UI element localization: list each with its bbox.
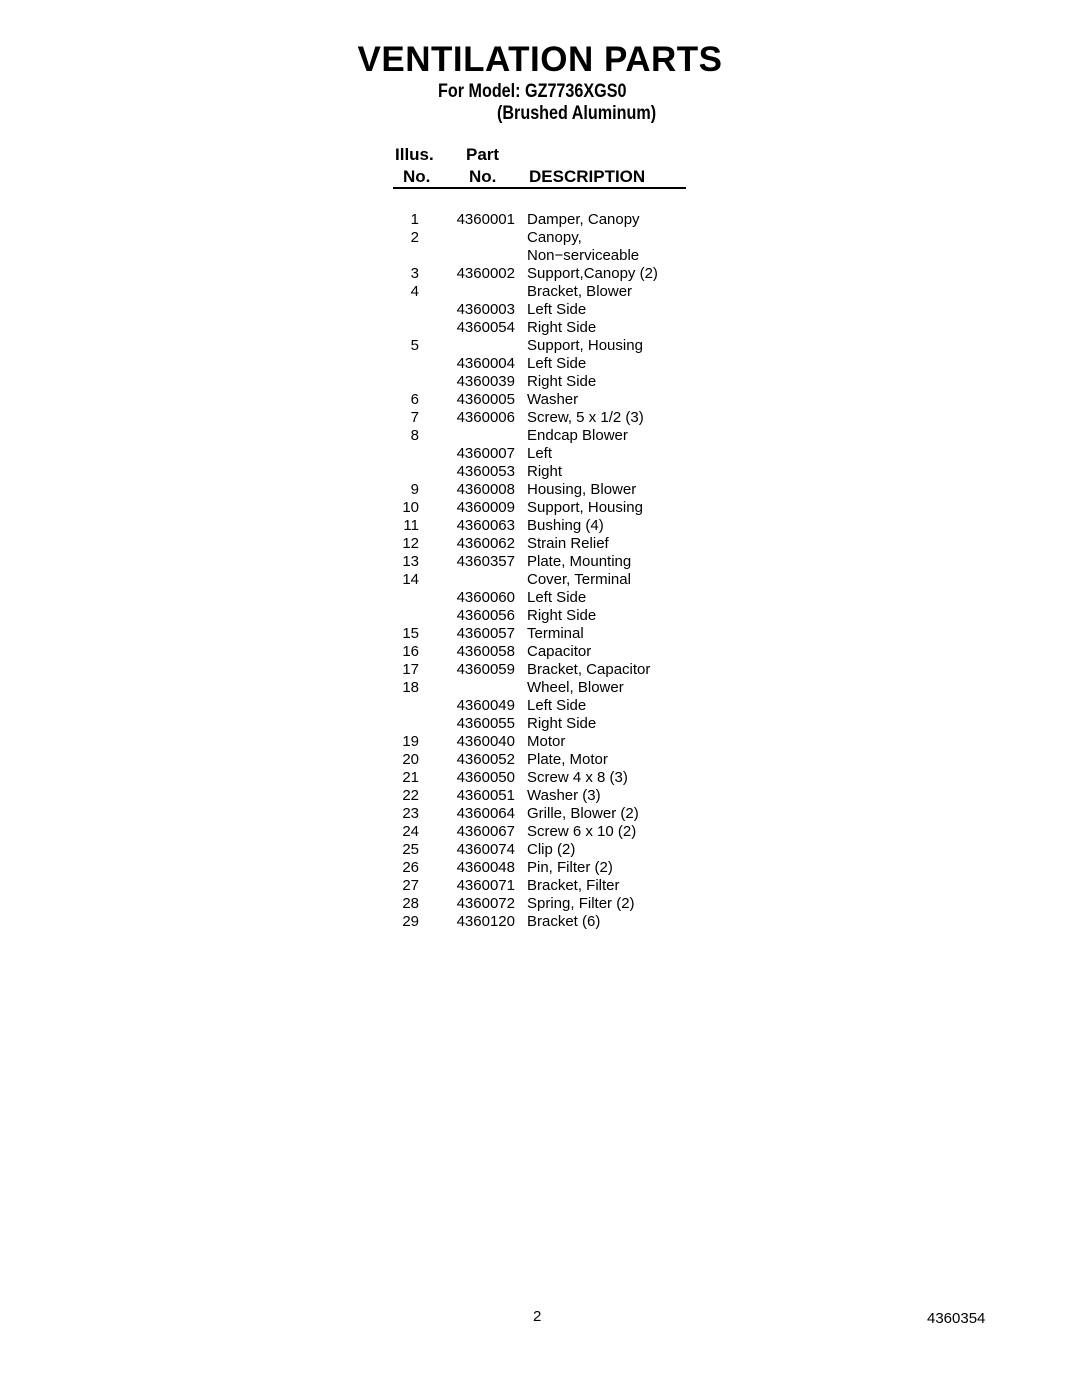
illus-number — [380, 319, 419, 337]
part-description: Screw, 5 x 1/2 (3) — [527, 409, 644, 426]
parts-row — [380, 247, 740, 265]
part-description: Right Side — [527, 715, 597, 732]
parts-row — [380, 805, 740, 823]
illus-number — [380, 607, 419, 625]
parts-row — [380, 733, 740, 751]
parts-row — [380, 715, 740, 733]
illus-number — [380, 301, 419, 319]
part-number: 4360059 — [456, 661, 515, 678]
parts-row — [380, 679, 740, 697]
part-description: Canopy, — [527, 229, 582, 246]
parts-row — [380, 913, 740, 931]
part-description: Plate, Motor — [527, 751, 608, 768]
part-description: Left Side — [527, 355, 587, 372]
illus-number: 16 — [402, 643, 419, 660]
parts-row — [380, 409, 740, 427]
finish-line: (Brushed Aluminum) — [497, 103, 657, 124]
part-number: 4360064 — [456, 805, 515, 822]
part-number: 4360005 — [456, 391, 515, 408]
part-description: Bracket, Capacitor — [527, 661, 651, 678]
part-description: Clip (2) — [527, 841, 576, 858]
part-number: 4360049 — [456, 697, 515, 714]
parts-row — [380, 769, 740, 787]
part-number: 4360067 — [456, 823, 515, 840]
part-number: 4360057 — [456, 625, 515, 642]
parts-row — [380, 535, 740, 553]
parts-row — [380, 625, 740, 643]
part-number — [419, 571, 515, 589]
parts-row — [380, 607, 740, 625]
part-number: 4360071 — [456, 877, 515, 894]
parts-row — [380, 391, 740, 409]
parts-row — [380, 319, 740, 337]
part-number: 4360054 — [456, 319, 515, 336]
part-number: 4360063 — [456, 517, 515, 534]
part-description: Left Side — [527, 697, 587, 714]
parts-list — [380, 211, 740, 931]
part-number — [419, 283, 515, 301]
illus-number: 3 — [410, 265, 419, 282]
illus-number: 21 — [402, 769, 419, 786]
part-number: 4360006 — [456, 409, 515, 426]
part-number: 4360051 — [456, 787, 515, 804]
part-number: 4360040 — [456, 733, 515, 750]
parts-row — [380, 787, 740, 805]
part-description: Screw 4 x 8 (3) — [527, 769, 628, 786]
parts-row — [380, 571, 740, 589]
illus-number: 22 — [402, 787, 419, 804]
part-number — [419, 427, 515, 445]
page-title: VENTILATION PARTS — [357, 40, 723, 79]
column-header-description: DESCRIPTION — [529, 167, 646, 186]
parts-row — [380, 481, 740, 499]
part-description: Plate, Mounting — [527, 553, 632, 570]
part-number: 4360002 — [456, 265, 515, 282]
part-description: Support, Housing — [527, 499, 643, 516]
illus-number — [380, 373, 419, 391]
part-description: Grille, Blower (2) — [527, 805, 639, 822]
part-description: Bracket (6) — [527, 913, 601, 930]
parts-row — [380, 553, 740, 571]
illus-number: 2 — [410, 229, 419, 246]
part-number: 4360008 — [456, 481, 515, 498]
column-header-illus: Illus. — [395, 145, 434, 164]
part-number: 4360003 — [456, 301, 515, 318]
document-number: 4360354 — [927, 1310, 986, 1327]
illus-number — [380, 589, 419, 607]
parts-row — [380, 463, 740, 481]
illus-number: 23 — [402, 805, 419, 822]
part-number — [419, 337, 515, 355]
part-description: Bracket, Filter — [527, 877, 620, 894]
part-number: 4360050 — [456, 769, 515, 786]
parts-row — [380, 355, 740, 373]
parts-row — [380, 337, 740, 355]
illus-number: 28 — [402, 895, 419, 912]
parts-row — [380, 661, 740, 679]
part-description: Motor — [527, 733, 566, 750]
part-number: 4360001 — [456, 211, 515, 228]
illus-number: 18 — [402, 679, 419, 696]
illus-number — [380, 715, 419, 733]
part-description: Support,Canopy (2) — [527, 265, 658, 282]
parts-row — [380, 589, 740, 607]
part-number: 4360357 — [456, 553, 515, 570]
part-description: Endcap Blower — [527, 427, 628, 444]
column-header-part-no: No. — [469, 167, 497, 186]
part-description: Right — [527, 463, 563, 480]
parts-row — [380, 229, 740, 247]
parts-row — [380, 697, 740, 715]
part-description: Housing, Blower — [527, 481, 637, 498]
illus-number — [380, 697, 419, 715]
illus-number: 6 — [410, 391, 419, 408]
illus-number: 11 — [403, 517, 419, 534]
part-description: Screw 6 x 10 (2) — [527, 823, 637, 840]
part-number: 4360056 — [456, 607, 515, 624]
part-description: Bracket, Blower — [527, 283, 633, 300]
part-description: Left Side — [527, 301, 587, 318]
part-number: 4360004 — [456, 355, 515, 372]
part-description: Left — [527, 445, 553, 462]
part-description: Bushing (4) — [527, 517, 604, 534]
illus-number: 27 — [402, 877, 419, 894]
illus-number: 1 — [410, 211, 419, 228]
parts-row — [380, 427, 740, 445]
illus-number: 29 — [402, 913, 419, 930]
part-number: 4360058 — [456, 643, 515, 660]
parts-row — [380, 283, 740, 301]
part-number — [419, 247, 515, 265]
illus-number: 7 — [410, 409, 419, 426]
part-number: 4360072 — [456, 895, 515, 912]
illus-number: 24 — [402, 823, 419, 840]
part-number: 4360055 — [456, 715, 515, 732]
illus-number — [380, 355, 419, 373]
part-description: Cover, Terminal — [527, 571, 631, 588]
part-description: Right Side — [527, 373, 597, 390]
part-description: Non−serviceable — [527, 247, 640, 264]
parts-row — [380, 517, 740, 535]
part-description: Capacitor — [527, 643, 592, 660]
illus-number: 25 — [402, 841, 419, 858]
illus-number: 13 — [402, 553, 419, 570]
part-number: 4360062 — [456, 535, 515, 552]
part-description: Washer (3) — [527, 787, 601, 804]
part-number: 4360009 — [456, 499, 515, 516]
part-description: Left Side — [527, 589, 587, 606]
parts-row — [380, 265, 740, 283]
illus-number: 20 — [402, 751, 419, 768]
illus-number: 19 — [402, 733, 419, 750]
part-description: Washer — [527, 391, 579, 408]
illus-number: 8 — [410, 427, 419, 444]
part-description: Terminal — [527, 625, 584, 642]
parts-row — [380, 823, 740, 841]
parts-row — [380, 499, 740, 517]
parts-row — [380, 445, 740, 463]
illus-number: 26 — [402, 859, 419, 876]
parts-row — [380, 301, 740, 319]
part-description: Spring, Filter (2) — [527, 895, 635, 912]
part-number: 4360007 — [456, 445, 515, 462]
parts-row — [380, 877, 740, 895]
illus-number: 12 — [402, 535, 419, 552]
part-number: 4360039 — [456, 373, 515, 390]
part-number: 4360053 — [456, 463, 515, 480]
parts-row — [380, 751, 740, 769]
parts-row — [380, 859, 740, 877]
illus-number: 17 — [402, 661, 419, 678]
part-number: 4360048 — [456, 859, 515, 876]
page-number: 2 — [533, 1308, 542, 1325]
illus-number — [380, 247, 419, 265]
illus-number: 4 — [410, 283, 419, 300]
header-divider — [393, 187, 686, 189]
parts-row — [380, 211, 740, 229]
column-header-illus-no: No. — [403, 167, 431, 186]
part-number: 4360060 — [456, 589, 515, 606]
illus-number: 15 — [402, 625, 419, 642]
part-description: Right Side — [527, 607, 597, 624]
part-description: Pin, Filter (2) — [527, 859, 613, 876]
part-number: 4360074 — [456, 841, 515, 858]
part-description: Right Side — [527, 319, 597, 336]
parts-row — [380, 895, 740, 913]
part-description: Strain Relief — [527, 535, 609, 552]
illus-number — [380, 463, 419, 481]
part-number — [419, 229, 515, 247]
illus-number: 9 — [410, 481, 419, 498]
part-number — [419, 679, 515, 697]
illus-number: 14 — [402, 571, 419, 588]
part-number: 4360052 — [456, 751, 515, 768]
part-number: 4360120 — [456, 913, 515, 930]
part-description: Damper, Canopy — [527, 211, 640, 228]
illus-number: 5 — [410, 337, 419, 354]
parts-row — [380, 841, 740, 859]
illus-number — [380, 445, 419, 463]
part-description: Wheel, Blower — [527, 679, 624, 696]
parts-row — [380, 373, 740, 391]
parts-row — [380, 643, 740, 661]
model-line: For Model: GZ7736XGS0 — [438, 81, 627, 102]
part-description: Support, Housing — [527, 337, 643, 354]
column-header-part: Part — [466, 145, 500, 164]
illus-number: 10 — [402, 499, 419, 516]
